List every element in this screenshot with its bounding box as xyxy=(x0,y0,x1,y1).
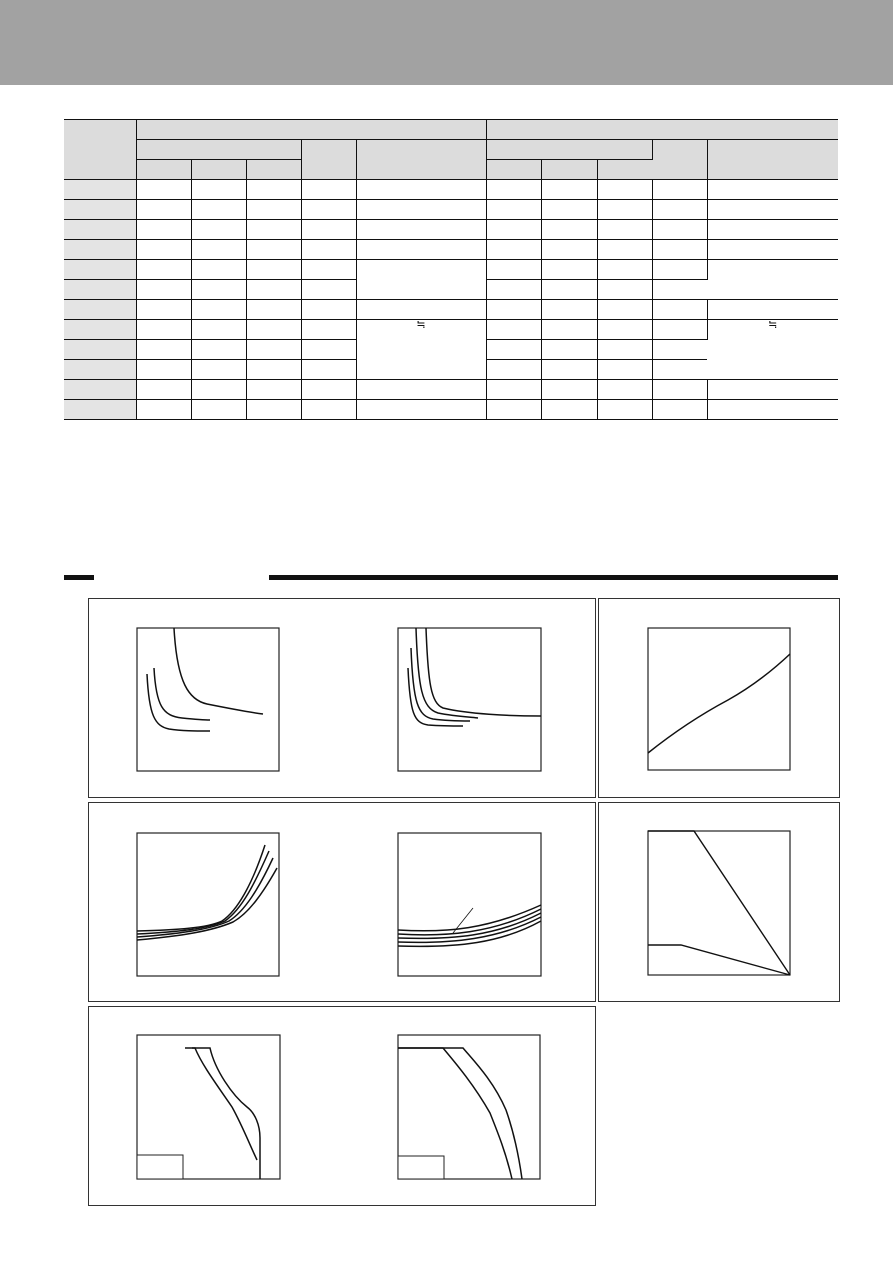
chart-frame xyxy=(398,628,541,771)
graph-7 xyxy=(137,1035,280,1179)
column-header xyxy=(136,160,191,180)
table-row xyxy=(64,320,838,340)
column-header xyxy=(301,140,356,180)
spec-table xyxy=(64,119,838,420)
chart-frame xyxy=(648,628,790,770)
graph-8 xyxy=(398,1035,540,1179)
graph-6 xyxy=(648,831,790,975)
approx-symbol: ≒ xyxy=(356,320,486,380)
label-box xyxy=(398,1156,444,1179)
approx-symbol: ≒ xyxy=(707,320,838,380)
table-row xyxy=(64,380,838,400)
table-row xyxy=(64,220,838,240)
column-header xyxy=(707,140,838,180)
table-row xyxy=(64,260,838,280)
group-header-right xyxy=(486,120,838,140)
column-header xyxy=(356,140,486,180)
table-row xyxy=(64,200,838,220)
subgroup-header xyxy=(486,140,652,160)
table-row xyxy=(64,300,838,320)
chart-frame xyxy=(137,833,279,976)
column-header xyxy=(191,160,246,180)
label-box xyxy=(137,1155,183,1179)
group-header-left xyxy=(136,120,486,140)
table-row xyxy=(64,240,838,260)
column-header xyxy=(652,140,707,180)
table-corner-header xyxy=(64,120,136,180)
column-header xyxy=(246,160,301,180)
chart-frame xyxy=(648,831,790,975)
graph-1 xyxy=(137,628,279,771)
header-band xyxy=(0,0,893,85)
section-rule-long xyxy=(269,575,838,580)
graph-3 xyxy=(648,628,790,770)
graph-2 xyxy=(398,628,541,771)
graph-4 xyxy=(137,833,279,976)
subgroup-header xyxy=(136,140,301,160)
column-header xyxy=(486,160,541,180)
graph-5 xyxy=(398,833,541,976)
table-row xyxy=(64,400,838,420)
column-header xyxy=(541,160,597,180)
table-row xyxy=(64,180,838,200)
chart-frame xyxy=(398,833,541,976)
column-header xyxy=(597,160,652,180)
section-rule-short xyxy=(64,575,94,580)
